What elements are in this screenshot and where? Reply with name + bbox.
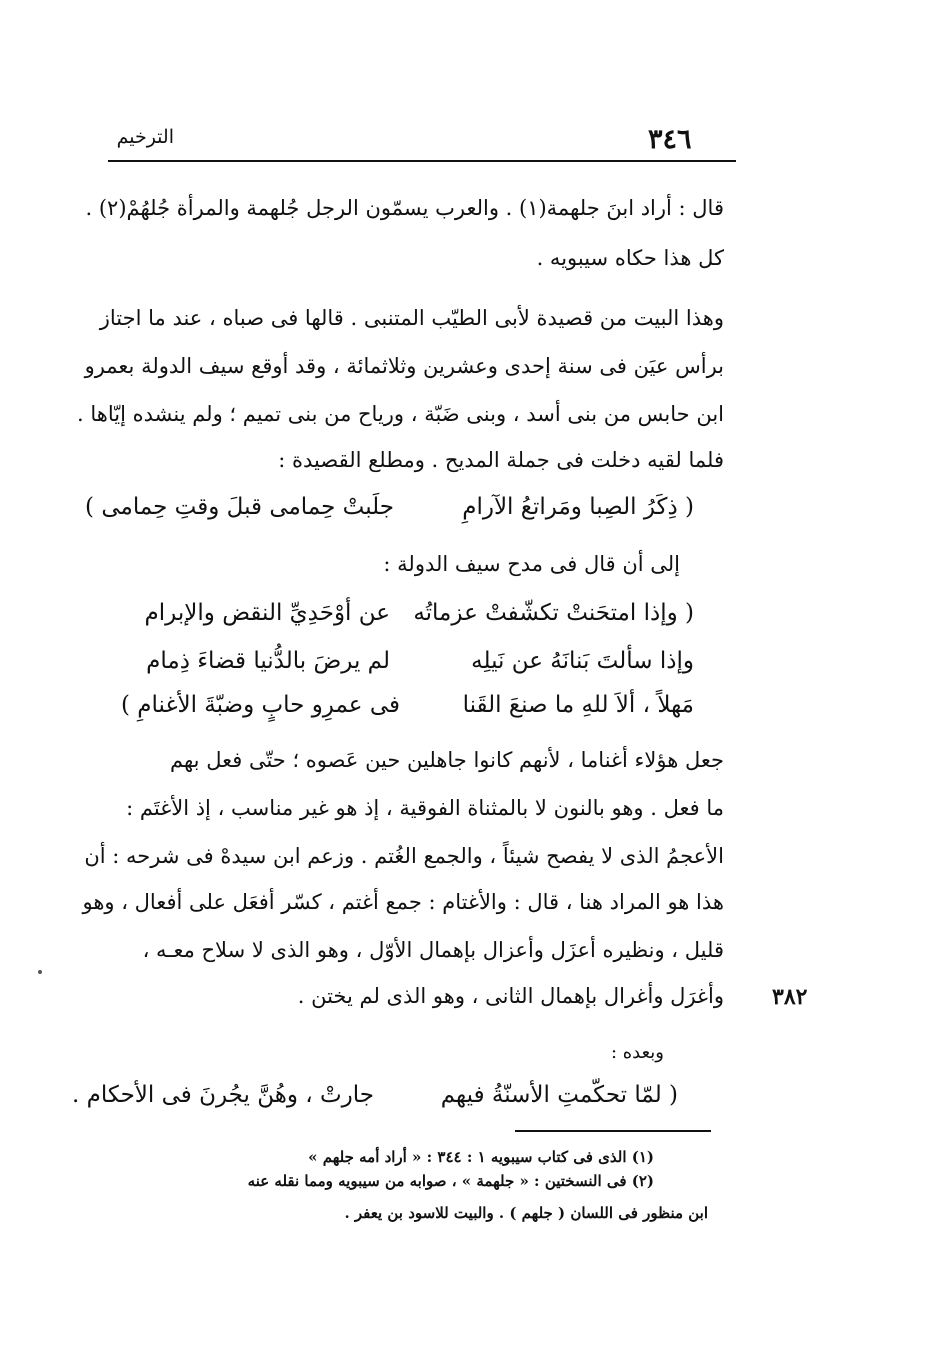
verse-second-hemistich: فى عمرِو حابٍ وضبّةَ الأغنامِ ) [120, 692, 400, 718]
after-label: وبعده : [610, 1042, 664, 1063]
text-line: قال : أراد ابنَ جلهمة(١) . والعرب يسمّون الرجل جُلهمة والمرأة جُلهُمْ(٢) . [85, 196, 724, 220]
verse-first-hemistich: ( لمّا تحكّمتِ الأسنّةُ فيهم [440, 1082, 678, 1108]
text-line: جعل هؤلاء أغناما ، لأنهم كانوا جاهلين حين عَصوه ؛ حتّى فعل بهم [170, 748, 724, 772]
transition-line: إلى أن قال فى مدح سيف الدولة : [383, 552, 680, 576]
verse-second-hemistich: جارتْ ، وهُنَّ يجُرنَ فى الأحكام . [72, 1082, 374, 1108]
header-divider [108, 160, 736, 162]
footnote-2: (٢) فى النسختين : « جلهمة » ، صوابه من سيبويه ومما نقله عنه [247, 1172, 654, 1190]
text-line: قليل ، ونظيره أعزَل وأعزال بإهمال الأوّل ، وهو الذى لا سلاح معـه ، [142, 938, 724, 962]
text-line: كل هذا حكاه سيبويه . [536, 246, 724, 270]
text-line: وأغرَل وأغرال بإهمال الثانى ، وهو الذى لم يختن . [297, 984, 724, 1008]
footnote-1: (١) الذى فى كتاب سيبويه ١ : ٣٤٤ : « أراد أمه جلهم » [308, 1148, 654, 1166]
verse-second-hemistich: لم يرضَ بالدُّنيا قضاءَ ذِمام [146, 648, 390, 674]
text-line: فلما لقيه دخلت فى جملة المديح . ومطلع القصيدة : [278, 448, 724, 472]
margin-page-reference: ٣٨٢ [772, 984, 808, 1010]
text-line: هذا هو المراد هنا ، قال : والأغتام : جمع أغتم ، كسّر أفعَل على أفعال ، وهو [82, 890, 724, 914]
text-line: وهذا البيت من قصيدة لأبى الطيّب المتنبى . قالها فى صباه ، عند ما اجتاز [99, 306, 724, 330]
running-title: الترخيم [116, 126, 174, 148]
text-line: برأس عيَن فى سنة إحدى وعشرين وثلاثمائة ، وقد أوقع سيف الدولة بعمرو [84, 354, 724, 378]
scan-speck [38, 970, 42, 974]
verse-second-hemistich: عن أوْحَدِيِّ النقض والإبرام [144, 600, 390, 626]
verse-first-hemistich: ( وإذا امتحَنتْ تكشّفتْ عزماتُه [413, 600, 694, 626]
verse-second-hemistich: جلَبتْ حِمامى قبلَ وقتِ حِمامى ) [85, 494, 394, 520]
verse-first-hemistich: وإذا سألتَ بَنانَهُ عن نَيلِه [471, 648, 694, 674]
verse-first-hemistich: مَهلاً ، ألاَ للهِ ما صنعَ القَنا [462, 692, 694, 718]
verse-first-hemistich: ( ذِكَرُ الصِبا ومَراتعُ الآرامِ [462, 494, 694, 520]
footnote-2-continued: ابن منظور فى اللسان ( جلهم ) . والبيت للاسود بن يعفر . [344, 1204, 708, 1222]
text-line: ابن حابس من بنى أسد ، وبنى ضَبّة ، ورياح من بنى تميم ؛ ولم ينشده إيّاها . [77, 402, 724, 426]
text-line: ما فعل . وهو بالنون لا بالمثناة الفوقية ، إذ هو غير مناسب ، إذ الأغتَم : [126, 796, 724, 820]
footnote-divider [515, 1130, 711, 1132]
page-number: ٣٤٦ [648, 124, 692, 155]
text-line: الأعجمُ الذى لا يفصح شيئاً ، والجمع الغُتم . وزعم ابن سيدهْ فى شرحه : أن [84, 844, 724, 868]
